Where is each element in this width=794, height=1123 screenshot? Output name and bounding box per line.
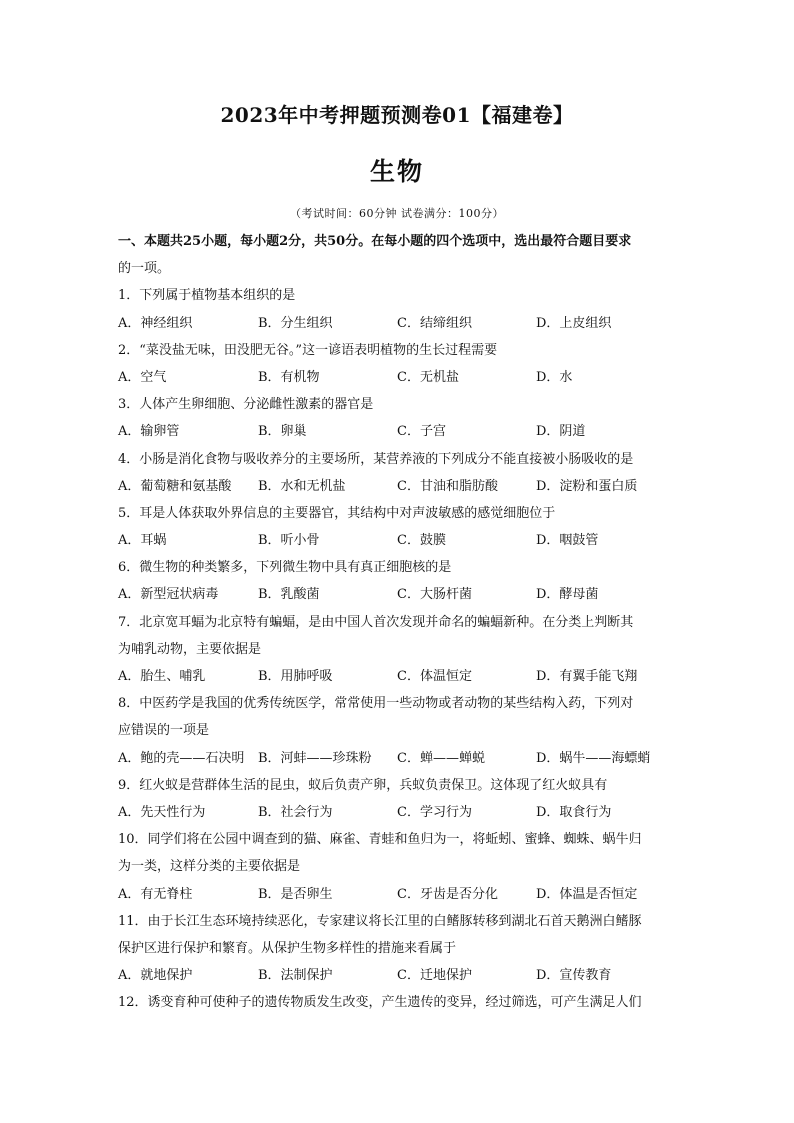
- option-b: B．河蚌——珍珠粉: [258, 750, 372, 766]
- question-stem: 为一类，这样分类的主要依据是: [118, 859, 301, 875]
- option-a: A．有无脊柱: [118, 886, 193, 902]
- options-row: [118, 364, 680, 391]
- options-row: [118, 881, 680, 908]
- option-a: A．就地保护: [118, 968, 193, 984]
- option-b: B．分生组织: [258, 315, 333, 331]
- question-6: [118, 554, 680, 608]
- option-a: A．葡萄糖和氨基酸: [118, 478, 232, 494]
- question-12: [118, 989, 680, 1016]
- question-1: [118, 282, 680, 336]
- question-stem: 9．红火蚁是营群体生活的昆虫，蚁后负责产卵，兵蚁负责保卫。这体现了红火蚁具有: [118, 777, 608, 793]
- option-a: A．空气: [118, 369, 167, 385]
- option-a: A．鲍的壳——石决明: [118, 750, 245, 766]
- option-a: A．耳蜗: [118, 533, 167, 549]
- question-stem: 10．同学们将在公园中调查到的猫、麻雀、青蛙和鱼归为一，将蚯蚓、蜜蜂、蜘蛛、蜗牛归: [118, 832, 642, 848]
- option-b: B．有机物: [258, 369, 320, 385]
- options-row: [118, 745, 680, 772]
- option-c: C．鼓膜: [397, 533, 446, 549]
- question-stem: 6．微生物的种类繁多，下列微生物中具有真正细胞核的是: [118, 560, 452, 576]
- option-d: D．有翼手能飞翔: [536, 669, 638, 684]
- option-c: C．牙齿是否分化: [397, 886, 498, 902]
- option-b: B．是否卵生: [258, 886, 333, 902]
- option-c: C．蝉——蝉蜕: [397, 750, 485, 766]
- option-d: D．淀粉和蛋白质: [536, 478, 638, 494]
- option-d: D．取食行为: [536, 804, 612, 820]
- question-stem: 7．北京宽耳蝠为北京特有蝙蝠，是由中国人首次发现并命名的蝙蝠新种。在分类上判断其: [118, 614, 634, 630]
- option-d: D．蜗牛——海螵蛸: [536, 750, 651, 766]
- option-c: C．迁地保护: [397, 968, 472, 984]
- option-c: C．大肠杆菌: [397, 587, 472, 603]
- option-d: D．上皮组织: [536, 315, 612, 331]
- option-b: B．卵巢: [258, 424, 307, 440]
- exam-title: 2023年中考押题预测卷01【福建卷】: [220, 103, 574, 127]
- question-stem: 1．下列属于植物基本组织的是: [118, 288, 296, 304]
- option-d: D．咽鼓管: [536, 533, 599, 549]
- option-b: B．社会行为: [258, 804, 333, 820]
- question-stem: 11．由于长江生态环境持续恶化，专家建议将长江里的白鳍豚转移到湖北石首天鹅洲白鳍豚: [118, 913, 642, 929]
- options-row: [118, 418, 680, 445]
- question-8: [118, 690, 680, 772]
- question-stem: 8．中医药学是我国的优秀传统医学，常常使用一些动物或者动物的某些结构入药，下列对: [118, 696, 634, 712]
- option-d: D．体温是否恒定: [536, 886, 638, 902]
- options-row: [118, 962, 680, 989]
- question-stem: 应错误的一项是: [118, 723, 210, 739]
- question-5: [118, 500, 680, 554]
- option-c: C．体温恒定: [397, 669, 472, 684]
- option-b: B．用肺呼吸: [258, 669, 333, 684]
- option-d: D．水: [536, 369, 573, 385]
- option-d: D．宣传教育: [536, 968, 612, 984]
- question-10: [118, 826, 680, 908]
- question-4: [118, 446, 680, 500]
- question-list: [118, 282, 680, 1016]
- option-d: D．阴道: [536, 424, 586, 440]
- question-3: [118, 391, 680, 445]
- question-stem: 3．人体产生卵细胞、分泌雌性激素的器官是: [118, 397, 374, 413]
- option-c: C．无机盐: [397, 369, 459, 385]
- option-b: B．水和无机盐: [258, 478, 346, 494]
- question-stem: 4．小肠是消化食物与吸收养分的主要场所，某营养液的下列成分不能直接被小肠吸收的是: [118, 451, 634, 467]
- option-c: C．子宫: [397, 424, 446, 440]
- subject-title: 生物: [369, 157, 424, 186]
- option-c: C．甘油和脂肪酸: [397, 478, 498, 494]
- question-7: [118, 609, 680, 691]
- option-a: A．胎生、哺乳: [118, 669, 206, 684]
- section-instructions-line2: 的一项。: [118, 261, 171, 277]
- option-d: D．酵母菌: [536, 587, 599, 603]
- question-stem: 保护区进行保护和繁育。从保护生物多样性的措施来看属于: [118, 940, 457, 956]
- question-11: [118, 908, 680, 990]
- options-row: [118, 663, 680, 690]
- question-stem: 为哺乳动物，主要依据是: [118, 641, 262, 657]
- option-a: A．输卵管: [118, 424, 180, 440]
- options-row: [118, 581, 680, 608]
- option-a: A．新型冠状病毒: [118, 587, 219, 603]
- question-2: [118, 337, 680, 391]
- options-row: [118, 799, 680, 826]
- question-9: [118, 772, 680, 826]
- option-a: A．神经组织: [118, 315, 193, 331]
- question-stem: 2．“菜没盐无味，田没肥无谷。”这一谚语表明植物的生长过程需要: [118, 342, 498, 358]
- option-c: C．学习行为: [397, 804, 472, 820]
- option-b: B．听小骨: [258, 533, 320, 549]
- option-c: C．结缔组织: [397, 315, 472, 331]
- option-b: B．法制保护: [258, 968, 333, 984]
- section-instructions-line1: 一、本题共25小题，每小题2分，共50分。在每小题的四个选项中，选出最符合题目要求: [118, 234, 632, 249]
- question-stem: 12．诱变育种可使种子的遗传物质发生改变，产生遗传的变异，经过筛选，可产生满足人们: [118, 995, 642, 1011]
- exam-info: （考试时间：60分钟 试卷满分：100分）: [290, 207, 504, 220]
- option-a: A．先天性行为: [118, 804, 206, 820]
- options-row: [118, 310, 680, 337]
- option-b: B．乳酸菌: [258, 587, 320, 603]
- exam-content: [118, 228, 680, 1016]
- options-row: [118, 473, 680, 500]
- options-row: [118, 527, 680, 554]
- question-stem: 5．耳是人体获取外界信息的主要器官，其结构中对声波敏感的感觉细胞位于: [118, 505, 556, 521]
